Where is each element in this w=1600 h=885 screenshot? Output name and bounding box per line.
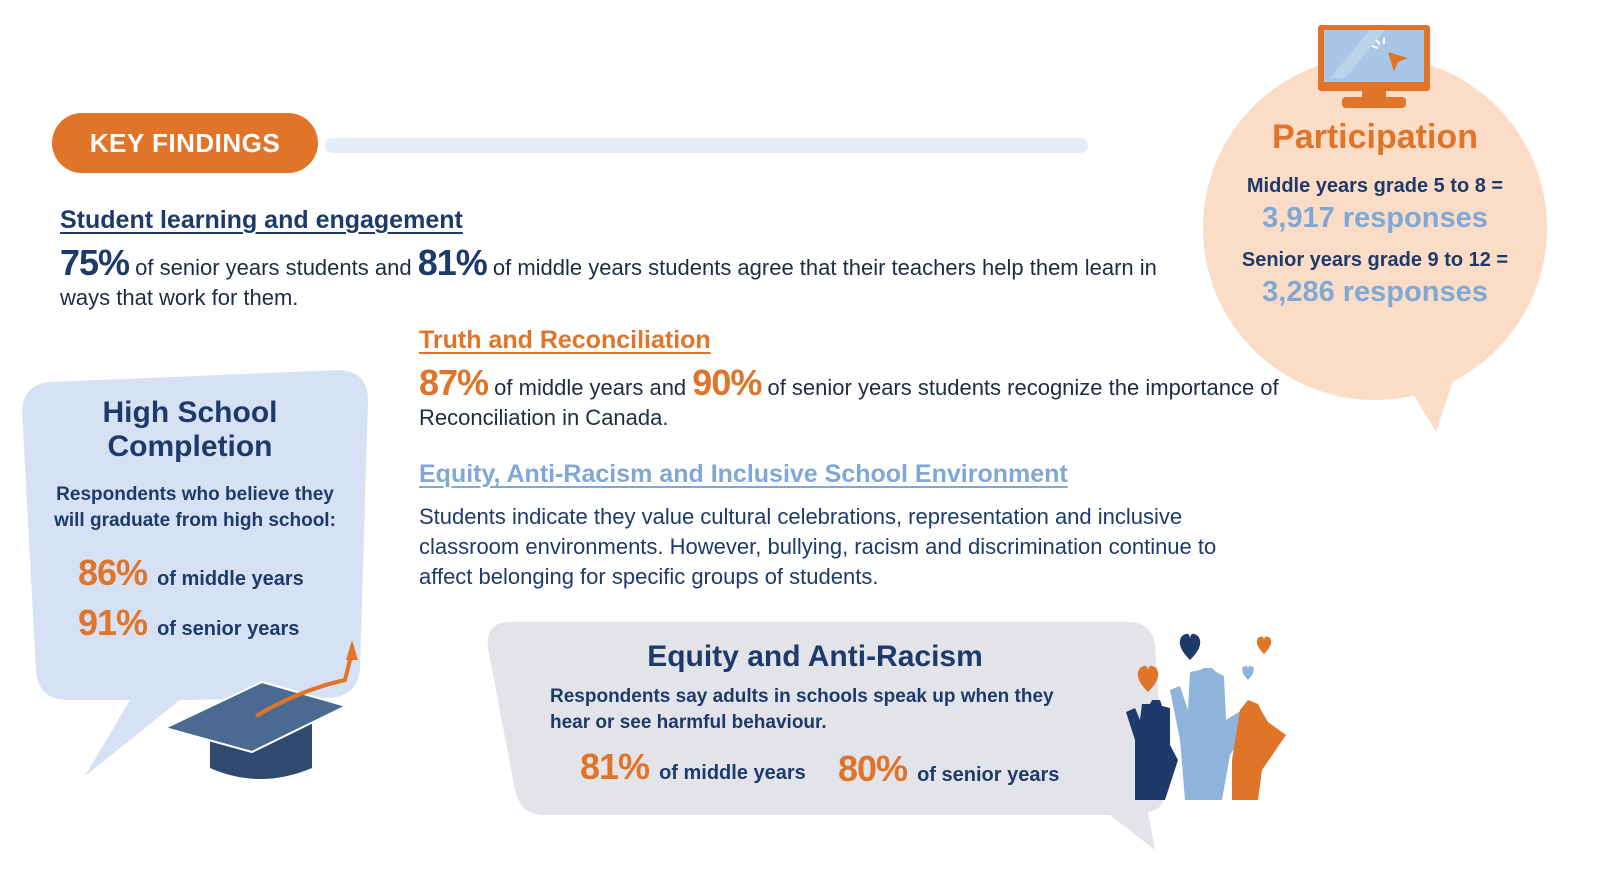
truth-heading: Truth and Reconciliation — [419, 326, 711, 354]
truth-text — [419, 362, 1309, 433]
equity-heading: Equity, Anti-Racism and Inclusive School Environment — [419, 460, 1068, 488]
stat-value: 91% — [78, 602, 148, 643]
text: of senior years students and — [129, 255, 418, 280]
stat-label: of senior years — [917, 764, 1060, 786]
equity-senior-stat — [838, 748, 1059, 790]
equity-box-subtitle: Respondents say adults in schools speak up when they hear or see harmful behaviour. — [550, 686, 1054, 733]
heart-icon — [1242, 666, 1254, 680]
senior-years-value: 3,286 responses — [1262, 276, 1488, 308]
middle-years-value: 3,917 responses — [1262, 202, 1488, 234]
stat-value: 80% — [838, 748, 908, 789]
student-learning-text — [60, 242, 1190, 313]
text: of middle years students agree that their teachers help them learn in ways that work for them. — [60, 255, 1157, 310]
text: of senior years students recognize the importance of Reconciliation in Canada. — [419, 375, 1279, 430]
stat-label: of middle years — [659, 762, 806, 784]
senior-years-label: Senior years grade 9 to 12 = — [1241, 249, 1509, 271]
stat-senior: 90% — [692, 362, 762, 403]
participation-title: Participation — [1272, 118, 1478, 156]
high-school-senior-stat — [78, 602, 299, 644]
stat-label: of senior years — [157, 618, 300, 640]
stat-middle: 87% — [419, 362, 489, 403]
stat-label: of middle years — [157, 568, 304, 590]
stat-value: 81% — [580, 746, 650, 787]
header-divider-bar — [325, 138, 1088, 153]
high-school-middle-stat — [78, 552, 304, 594]
heart-icon — [1257, 637, 1271, 654]
equity-box-title: Equity and Anti-Racism — [647, 640, 983, 673]
key-findings-badge: KEY FINDINGS — [52, 113, 318, 173]
participation-panel — [1210, 118, 1540, 309]
stat-senior: 75% — [60, 242, 130, 283]
heart-icon — [1180, 634, 1200, 660]
high-school-title: High School Completion — [102, 396, 278, 463]
text: of middle years and — [488, 375, 693, 400]
stat-value: 86% — [78, 552, 148, 593]
high-school-subtitle: Respondents who believe they will graduate from high school: — [54, 484, 336, 531]
stat-middle: 81% — [417, 242, 487, 283]
equity-middle-stat — [580, 746, 806, 788]
equity-text: Students indicate they value cultural celebrations, representation and inclusive classroom environments. However, bullying, racism and discrimination continue to affect belonging for specific groups of students. — [419, 504, 1217, 589]
middle-years-label: Middle years grade 5 to 8 = — [1246, 175, 1504, 197]
student-learning-heading: Student learning and engagement — [60, 206, 463, 234]
